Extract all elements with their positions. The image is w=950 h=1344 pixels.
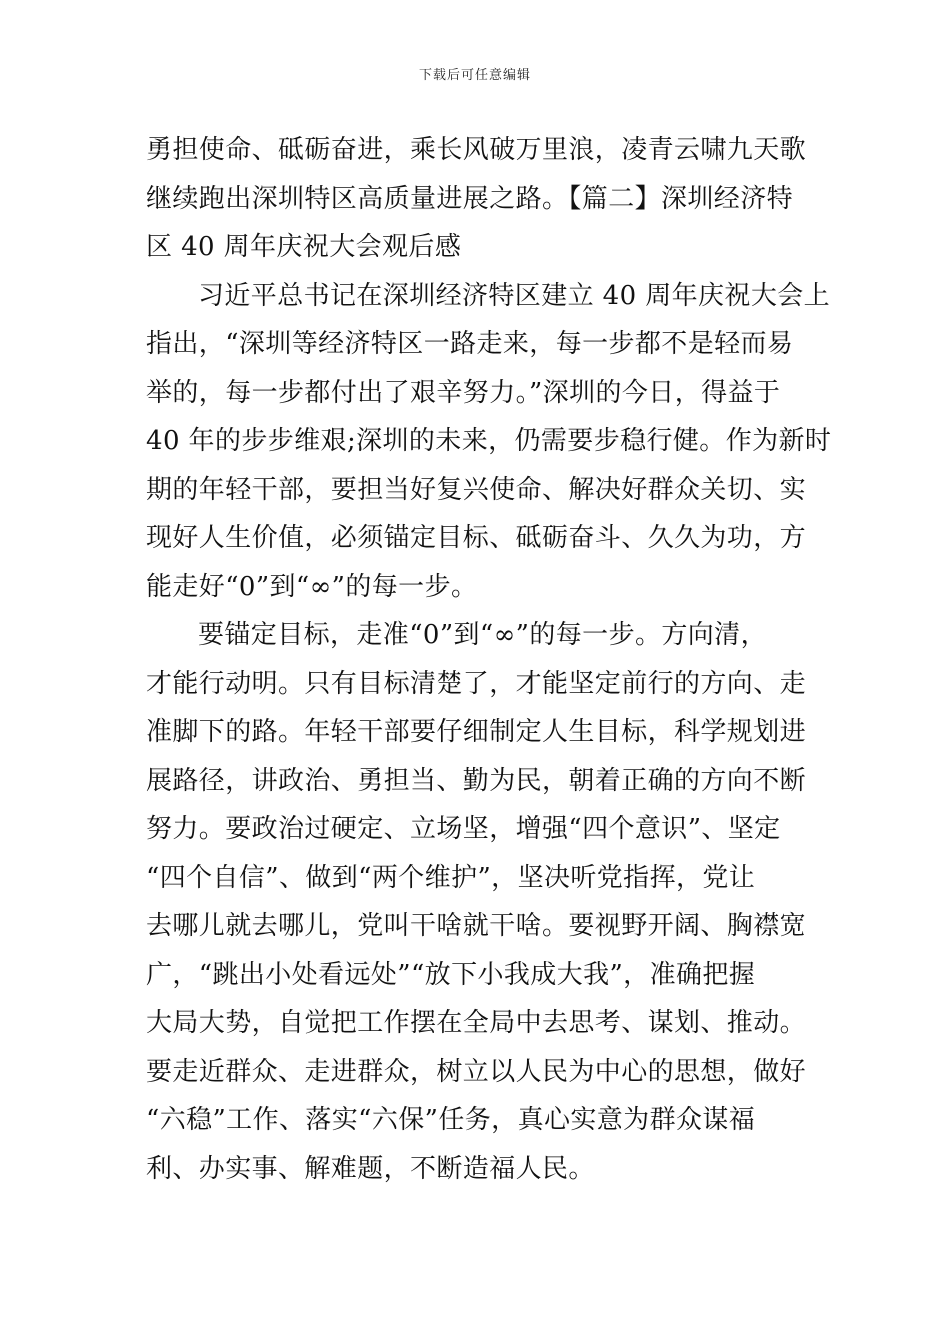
text-line: 能走好“0”到“∞”的每一步。 bbox=[146, 571, 478, 602]
text-line: 利、办实事、解难题，不断造福人民。 bbox=[146, 1153, 595, 1184]
text-line: 区 40 周年庆祝大会观后感 bbox=[146, 232, 462, 262]
text-line: 举的，每一步都付出了艰辛努力。”深圳的今日，得益于 bbox=[146, 377, 781, 408]
text-line: 广，“跳出小处看远处”“放下小我成大我”，准确把握 bbox=[146, 959, 756, 990]
text-line: 才能行动明。只有目标清楚了，才能坚定前行的方向、走 bbox=[146, 668, 807, 699]
text-line: 继续跑出深圳特区高质量进展之路。【篇二】深圳经济特 bbox=[146, 183, 794, 214]
text-line: 努力。要政治过硬定、立场坚，增强“四个意识”、坚定 bbox=[146, 814, 781, 844]
text-line: 现好人生价值，必须锚定目标、砥砺奋斗、久久为功，方 bbox=[146, 523, 807, 553]
text-line: 准脚下的路。年轻干部要仔细制定人生目标，科学规划进 bbox=[146, 717, 807, 747]
text-line: 勇担使命、砥砺奋进，乘长风破万里浪，凌青云啸九天歌 bbox=[146, 135, 807, 165]
document-body bbox=[146, 126, 832, 1193]
text-line: 展路径，讲政治、勇担当、勤为民，朝着正确的方向不断 bbox=[146, 765, 807, 796]
text-line: 要锚定目标，走准“0”到“∞”的每一步。方向清， bbox=[198, 620, 767, 650]
text-line: “六稳”工作、落实“六保”任务，真心实意为群众谋福 bbox=[146, 1105, 756, 1135]
page-header: 下载后可任意编辑 bbox=[418, 68, 531, 83]
text-line: “四个自信”、做到“两个维护”，坚决听党指挥，党让 bbox=[146, 862, 756, 893]
text-line: 期的年轻干部，要担当好复兴使命、解决好群众关切、实 bbox=[146, 474, 807, 505]
text-line: 40 年的步步维艰;深圳的未来，仍需要步稳行健。作为新时 bbox=[146, 426, 832, 456]
text-line: 去哪儿就去哪儿，党叫干啥就干啥。要视野开阔、胸襟宽 bbox=[146, 911, 807, 941]
text-line: 大局大势，自觉把工作摆在全局中去思考、谋划、推动。 bbox=[146, 1008, 807, 1038]
text-line: 习近平总书记在深圳经济特区建立 40 周年庆祝大会上 bbox=[198, 280, 831, 311]
text-line: 指出，“深圳等经济特区一路走来，每一步都不是轻而易 bbox=[146, 329, 794, 359]
text-line: 要走近群众、走进群众，树立以人民为中心的思想，做好 bbox=[146, 1056, 807, 1087]
